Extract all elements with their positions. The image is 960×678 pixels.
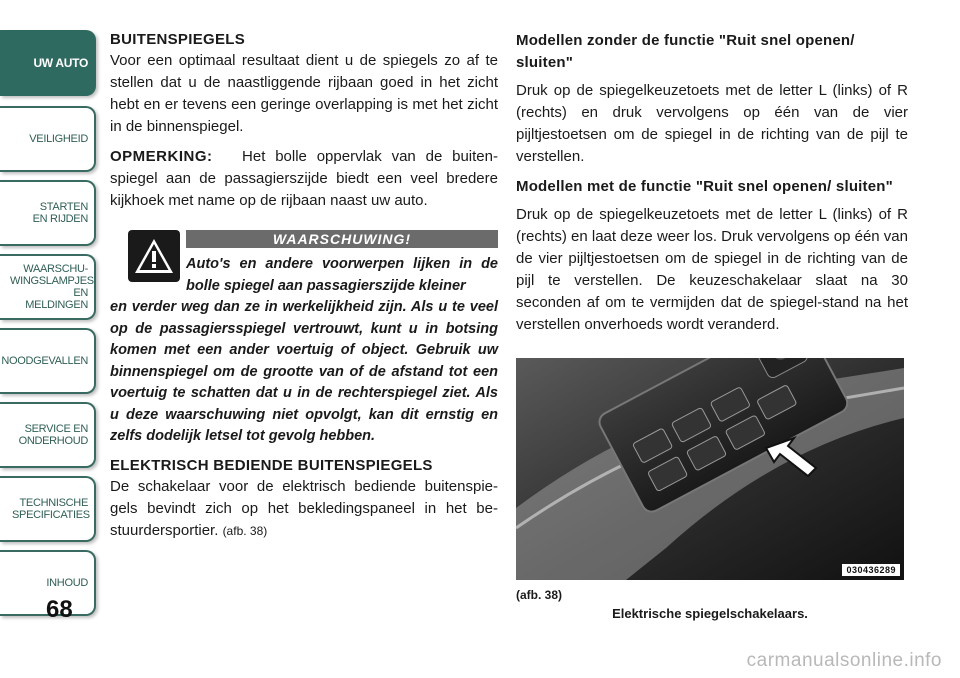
subheading-met: Modellen met de functie "Ruit snel openen/ sluiten" [516,178,893,195]
warning-text-rest: en verder weg dan ze in werkelijkheid zijn. Als u te veel op de passagiersspiegel vertrouwt, kunt u in botsing komen met een ander voertuig of object. Gebruik uw binnenspiegel om de grootte van of de afstand tot een voertuig te schatten dat u in de rechterspiegel ziet. Als u deze waarschuwing niet opvolgt, kan dit ernstig en zelfs dodelijk letsel tot gevolg hebben. [110,299,498,444]
warning-text-first: Auto's en andere voorwerpen lijken in de bolle spiegel aan passagierszijde kleiner [186,256,498,294]
tab-label: WAARSCHU-WINGSLAMPJES EN MELDINGEN [10,263,94,311]
watermark: carmanualsonline.info [746,650,942,671]
warning-title: WAARSCHUWING! [186,230,498,248]
tab-service-en-onderhoud[interactable] [0,402,96,468]
location-text: De schakelaar voor de elektrisch bediende buitenspie-gels bevindt zich op het bekledingspaneel in het be-stuurdersportier. [110,477,498,539]
met-paragraph: Druk op de spiegelkeuzetoets met de letter L (links) of R (rechts) en laat deze weer los. Druk vervolgens op één van de vier pijltjestoetsen om de spiegel in de richting van de pijl te verstellen. De keuzeschakelaar slaat na 30 seconden af om te vermijden dat de spiegel-stand na het verstellen onverhoeds wordt veranderd. [516,206,908,333]
note-text: Het bolle oppervlak van de buiten-spiegel aan de passagierszijde biedt een veel bredere kijkhoek met name op de rijbaan naast uw auto. [110,148,498,209]
warning-text [110,254,498,448]
note-label: OPMERKING: [110,148,213,165]
tab-label: UW AUTO [33,56,88,70]
tab-uw-auto[interactable] [0,30,96,96]
mirror-switch-photo [516,358,904,580]
section-heading-buitenspiegels: BUITENSPIEGELS [110,31,246,48]
warning-box [110,230,498,448]
figure-code: 030436289 [842,564,900,576]
tab-label: VEILIGHEID [29,133,88,145]
left-column [110,30,498,550]
figure-label: (afb. 38) [516,588,563,602]
intro-paragraph: Voor een optimaal resultaat dient u de spiegels zo af te stellen dat u de naastliggende rijbaan goed in het zicht hebt en er tevens een geringe overlapping is met het zicht in de binnenspiegel. [110,52,498,135]
page-number: 68 [46,596,73,623]
tab-waarschuwingslampjes[interactable] [0,254,96,320]
tab-label: STARTEN EN RIJDEN [32,201,88,225]
right-column [516,30,908,344]
tab-label: SERVICE EN ONDERHOUD [18,423,88,447]
tab-label: INHOUD [46,577,88,589]
subheading-zonder: Modellen zonder de functie "Ruit snel openen/ sluiten" [516,32,855,71]
tab-noodgevallen[interactable] [0,328,96,394]
tab-label: NOODGEVALLEN [1,355,88,367]
warning-triangle-icon [128,230,180,282]
figure-caption: Elektrische spiegelschakelaars. [612,606,808,621]
section-heading-elektrisch: ELEKTRISCH BEDIENDE BUITENSPIEGELS [110,456,433,474]
zonder-paragraph: Druk op de spiegelkeuzetoets met de letter L (links) of R (rechts) en druk vervolgens op één van de vier pijltjestoetsen om de spiegel in de richting van de pijl te verstellen. [516,82,908,165]
figure-reference: (afb. 38) [222,523,268,538]
location-paragraph [110,476,498,542]
tab-starten-en-rijden[interactable] [0,180,96,246]
door-panel-illustration [516,358,904,580]
note-paragraph [110,146,498,212]
tab-label: TECHNISCHE SPECIFICATIES [12,497,90,521]
tab-veiligheid[interactable] [0,106,96,172]
tab-technische-specificaties[interactable] [0,476,96,542]
